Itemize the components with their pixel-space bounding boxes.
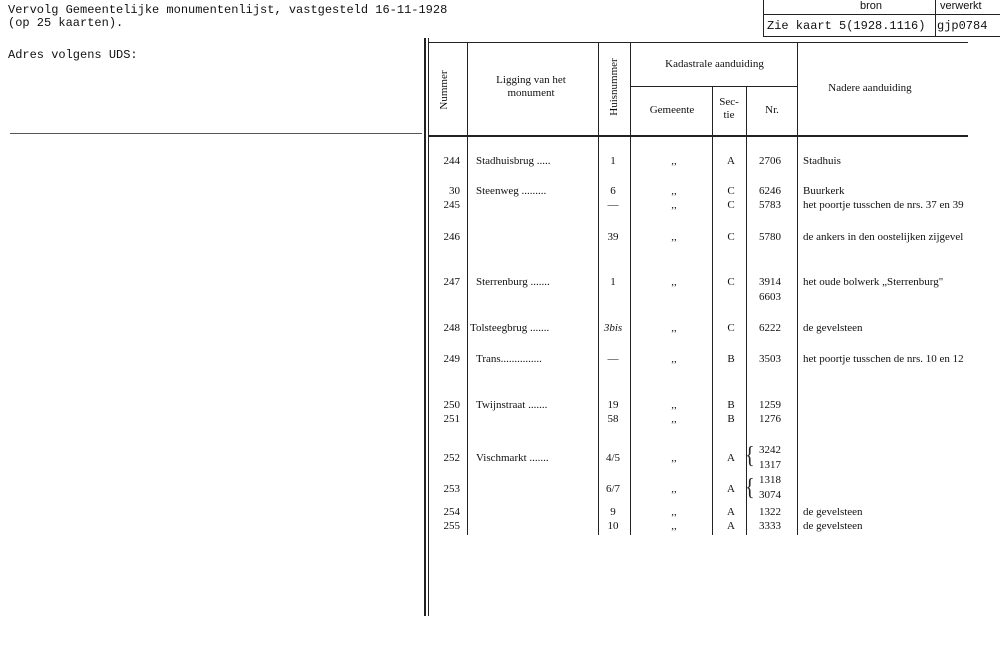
cell-sectie: A xyxy=(727,452,735,464)
cell-huisnummer: 6 xyxy=(610,185,616,197)
header-kadastrale: Kadastrale aanduiding xyxy=(665,58,764,70)
cell-nummer: 248 xyxy=(443,322,460,334)
header-huisnummer: Huisnummer xyxy=(608,58,620,116)
source-box-left-border xyxy=(763,0,764,36)
cell-nr: 1318 xyxy=(759,474,781,486)
cell-nr: 1276 xyxy=(759,413,781,425)
bron-value: Zie kaart 5(1928.1116) xyxy=(767,19,926,33)
source-box-bottom-rule xyxy=(763,36,1000,37)
cell-nr: 2706 xyxy=(759,155,781,167)
cell-huisnummer: 6/7 xyxy=(605,483,621,495)
cell-sectie: B xyxy=(727,413,735,425)
cell-sectie: B xyxy=(727,353,735,365)
verwerkt-label: verwerkt xyxy=(940,0,982,12)
title-line-2: (op 25 kaarten). xyxy=(8,16,124,30)
address-label: Adres volgens UDS: xyxy=(8,48,138,62)
cell-nummer: 245 xyxy=(443,199,460,211)
cell-nr: 3333 xyxy=(759,520,781,532)
cell-gemeente: ,, xyxy=(671,199,677,211)
cell-huisnummer: 1 xyxy=(610,276,616,288)
cell-nummer: 253 xyxy=(443,483,460,495)
cell-gemeente: ,, xyxy=(671,413,677,425)
cell-nummer: 249 xyxy=(443,353,460,365)
cell-sectie: C xyxy=(727,276,735,288)
source-box-mid-rule xyxy=(763,14,1000,15)
table-header-rule xyxy=(428,135,968,137)
cell-huisnummer: 9 xyxy=(610,506,616,518)
cell-nadere: het poortje tusschen de nrs. 10 en 12 xyxy=(803,353,964,365)
cell-nr: 5783 xyxy=(759,199,781,211)
cell-gemeente: ,, xyxy=(671,276,677,288)
cell-nr: 3503 xyxy=(759,353,781,365)
verwerkt-value: gjp0784 xyxy=(937,19,988,33)
col-line-4 xyxy=(712,86,713,535)
cell-nummer: 247 xyxy=(443,276,460,288)
cell-nr: 5780 xyxy=(759,231,781,243)
cell-huisnummer: 3bis xyxy=(603,322,623,334)
source-box-divider xyxy=(935,0,936,36)
cell-nummer: 251 xyxy=(443,413,460,425)
cell-nr: 1259 xyxy=(759,399,781,411)
cell-nr: 1322 xyxy=(759,506,781,518)
cell-ligging: Trans............... xyxy=(476,353,542,365)
cell-gemeente: ,, xyxy=(671,520,677,532)
header-nr: Nr. xyxy=(765,104,779,116)
cell-nadere: Buurkerk xyxy=(803,185,845,197)
cell-sectie: A xyxy=(727,520,735,532)
cell-sectie: C xyxy=(727,185,735,197)
cell-huisnummer: 10 xyxy=(607,520,619,532)
cell-gemeente: ,, xyxy=(671,506,677,518)
col-line-6 xyxy=(797,42,798,535)
cell-sectie: C xyxy=(727,199,735,211)
cell-nr: 3242 xyxy=(759,444,781,456)
cell-gemeente: ,, xyxy=(671,483,677,495)
cell-sectie: C xyxy=(727,322,735,334)
header-nummer: Nummer xyxy=(438,70,450,110)
left-divider xyxy=(10,133,422,134)
cell-ligging: Sterrenburg ....... xyxy=(476,276,550,288)
cell-nadere: de gevelsteen xyxy=(803,322,863,334)
header-nadere: Nadere aanduiding xyxy=(828,82,912,94)
document-title xyxy=(8,4,447,30)
cell-gemeente: ,, xyxy=(671,399,677,411)
bron-label: bron xyxy=(860,0,883,12)
brace-mark: { xyxy=(745,442,755,470)
header-gemeente: Gemeente xyxy=(649,104,695,116)
cell-nummer: 250 xyxy=(443,399,460,411)
cell-nummer: 252 xyxy=(443,452,460,464)
cell-nummer: 255 xyxy=(443,520,460,532)
cell-gemeente: ,, xyxy=(671,155,677,167)
cell-nadere: de gevelsteen xyxy=(803,520,863,532)
cell-sectie: B xyxy=(727,399,735,411)
col-line-3 xyxy=(630,42,631,535)
cell-sectie: A xyxy=(727,506,735,518)
cell-gemeente: ,, xyxy=(671,231,677,243)
col-line-1 xyxy=(467,42,468,535)
cell-ligging: Twijnstraat ....... xyxy=(476,399,548,411)
cell-nr: 3914 xyxy=(759,276,781,288)
cell-huisnummer: 19 xyxy=(607,399,619,411)
cell-huisnummer: 4/5 xyxy=(605,452,621,464)
brace-mark: { xyxy=(745,474,755,502)
cell-gemeente: ,, xyxy=(671,322,677,334)
cell-ligging: Stadhuisbrug ..... xyxy=(476,155,551,167)
cell-sectie: A xyxy=(727,483,735,495)
cell-nr-secondary: 6603 xyxy=(759,291,781,303)
cell-nadere: het poortje tusschen de nrs. 37 en 39 xyxy=(803,199,964,211)
cell-gemeente: ,, xyxy=(671,185,677,197)
cell-nummer: 244 xyxy=(443,155,460,167)
cell-gemeente: ,, xyxy=(671,353,677,365)
cell-nummer: 254 xyxy=(443,506,460,518)
cell-ligging: Steenweg ......... xyxy=(476,185,547,197)
title-line-1: Vervolg Gemeentelijke monumentenlijst, vastgesteld 16-11-1928 xyxy=(8,3,448,17)
cell-nr: 6222 xyxy=(759,322,781,334)
cell-nr-secondary: 1317 xyxy=(759,459,781,471)
header-sectie: Sec- tie xyxy=(719,96,739,121)
cell-ligging: Vischmarkt ....... xyxy=(476,452,549,464)
cell-nummer: 246 xyxy=(443,231,460,243)
cell-nummer: 30 xyxy=(449,185,460,197)
cell-nadere: de gevelsteen xyxy=(803,506,863,518)
cell-sectie: A xyxy=(727,155,735,167)
kadastrale-sub-rule xyxy=(630,86,797,87)
cell-nadere: Stadhuis xyxy=(803,155,841,167)
cell-ligging: Tolsteegbrug ....... xyxy=(470,322,550,334)
cell-nr: 6246 xyxy=(759,185,781,197)
cell-huisnummer: 58 xyxy=(607,413,619,425)
cell-huisnummer: 1 xyxy=(610,155,616,167)
cell-nadere: het oude bolwerk „Sterrenburg" xyxy=(803,276,944,288)
cell-huisnummer: — xyxy=(607,353,619,365)
cell-gemeente: ,, xyxy=(671,452,677,464)
table-top-rule xyxy=(428,42,968,43)
header-ligging: Ligging van het monument xyxy=(496,74,566,99)
cell-sectie: C xyxy=(727,231,735,243)
cell-huisnummer: — xyxy=(607,199,619,211)
cell-nadere: de ankers in den oostelijken zijgevel xyxy=(803,231,964,243)
cell-huisnummer: 39 xyxy=(607,231,619,243)
cell-nr-secondary: 3074 xyxy=(759,489,781,501)
